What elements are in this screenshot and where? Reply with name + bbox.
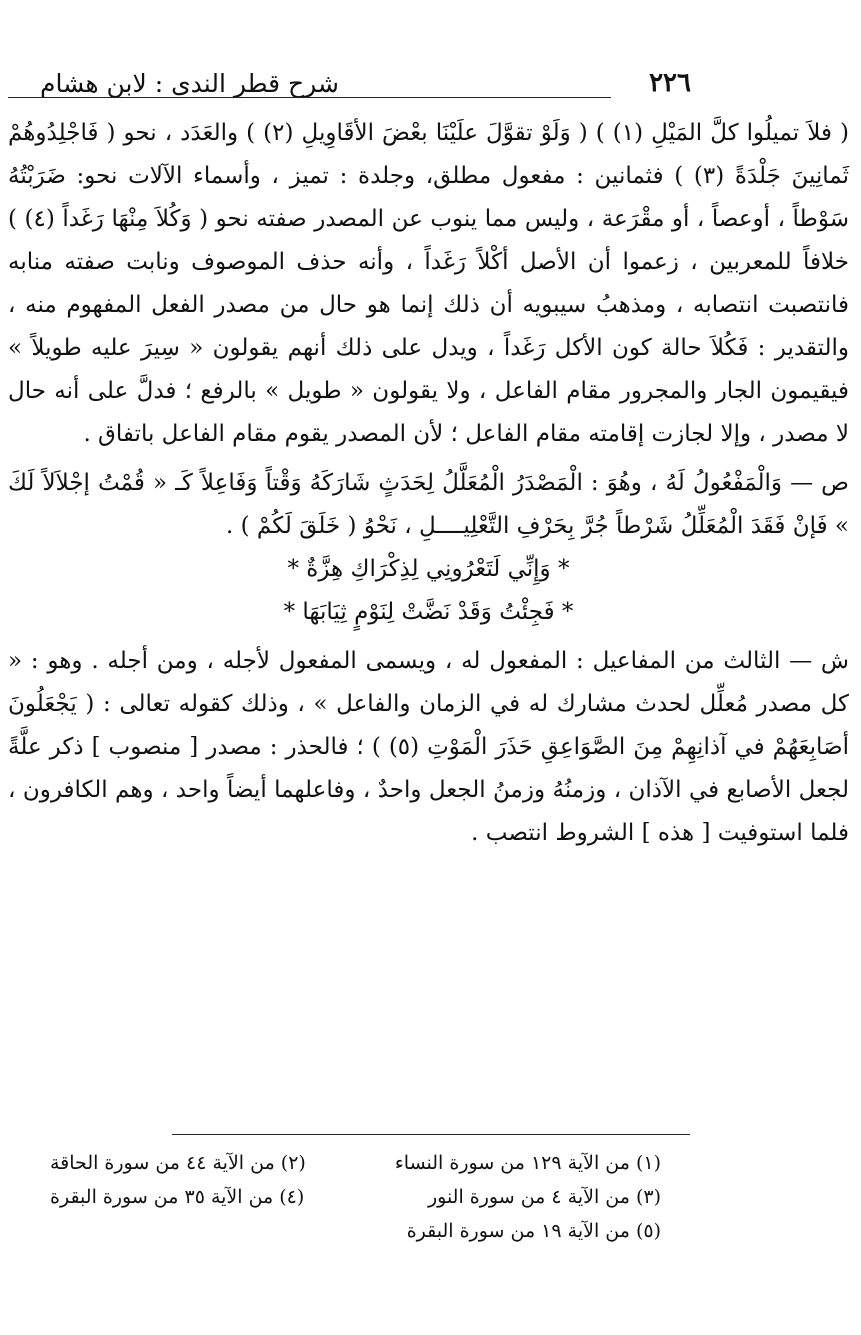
footnote: (٤) من الآية ٣٥ من سورة البقرة — [50, 1186, 305, 1208]
footnote: (٢) من الآية ٤٤ من سورة الحاقة — [50, 1152, 306, 1174]
footnotes — [50, 1146, 661, 1248]
page-body — [8, 112, 849, 855]
footnote: (٣) من الآية ٤ من سورة النور — [427, 1186, 661, 1208]
paragraph-rule-text: ص — وَالْمَفْعُولُ لَهُ ، وهُوَ : الْمَصْدَرُ الْمُعَلَّلُ لِحَدَثٍ شَارَكَهُ وَقْتاً وَفَاعِلاً كَـ « قُمْتُ إجْلاَلاً لَكَ » فَإنْ فَقَدَ الْمُعَلِّلُ شَرْطاً جُرَّ بِحَرْفِ التَّعْلِيــــلِ ، نَحْوُ ( خَلَقَ لَكُمْ ) . — [8, 470, 849, 539]
verse-line: * فَجِئْتُ وَقَدْ نَضَّتْ لِنَوْمٍ ثِيَابَهَا * — [283, 599, 574, 625]
verse-line: * وَإِنِّي لَتَعْرُونِي لِذِكْرَاكِ هِزَّةٌ * — [287, 556, 570, 582]
footnote-row — [50, 1180, 661, 1214]
running-title: شرح قطر الندى : لابن هشام — [40, 69, 339, 98]
footnote-row — [50, 1146, 661, 1180]
page-header — [40, 50, 691, 98]
page-number: ٢٢٦ — [649, 68, 691, 98]
paragraph-commentary: ش — الثالث من المفاعيل : المفعول له ، ويسمى المفعول لأجله ، ومن أجله . وهو : « كل مصدر مُعلِّل لحدث مشارك له في الزمان والفاعل » ، وذلك كقوله تعالى : ( يَجْعَلُونَ أصَابِعَهُمْ في آذانِهِمْ مِنَ الصَّوَاعِقِ حَذَرَ الْمَوْتِ (٥) ) ؛ فالحذر : مصدر [ منصوب ] ذكر علَّةً لجعل الأصابع في الآذان ، وزمنُهُ وزمنُ الجعل واحدٌ ، وفاعلهما أيضاً واحد ، وهم الكافرون ، فلما استوفيت [ هذه ] الشروط انتصب . — [8, 648, 849, 846]
paragraph-main: ( فلاَ تميلُوا كلَّ المَيْلِ (١) ) ( وَلَوْ تقوَّلَ علَيْنَا بعْضَ الأقَاوِيلِ (٢) ) والعَدَد ، نحو ( فَاجْلِدُوهُمْ ثَمانِينَ جَلْدَةً (٣) ) فثمانين : مفعول مطلق، وجلدة : تميز ، وأسماء الآلات نحو: ضَرَبْتُهُ سَوْطاً ، أوعصاً ، أو مقْرَعة ، وليس مما ينوب عن المصدر صفته نحو ( وَكُلاَ مِنْهَا رَغَداً (٤) ) خلافاً للمعربين ، زعموا أن الأصل أكْلاً رَغَداً ، وأنه حذف الموصوف ونابت صفته منابه فانتصبت انتصابه ، ومذهبُ سيبويه أن ذلك إنما هو حال من مصدر الفعل المفهوم منه ، والتقدير : فَكُلاَ حالة كون الأكل رَغَداً ، ويدل على ذلك أنهم يقولون « سِيرَ عليه طويلاً » فيقيمون الجار والمجرور مقام الفاعل ، ولا يقولون « طويل » بالرفع ؛ فدلَّ على أنه حال لا مصدر ، وإلا لجازت إقامته مقام الفاعل ؛ لأن المصدر يقوم مقام الفاعل باتفاق . — [8, 120, 849, 447]
footnote: (٥) من الآية ١٩ من سورة البقرة — [406, 1220, 661, 1242]
footnote-row — [50, 1214, 661, 1248]
header-rule — [8, 97, 611, 98]
footnote: (١) من الآية ١٢٩ من سورة النساء — [394, 1152, 661, 1174]
footnote-rule — [172, 1134, 690, 1135]
